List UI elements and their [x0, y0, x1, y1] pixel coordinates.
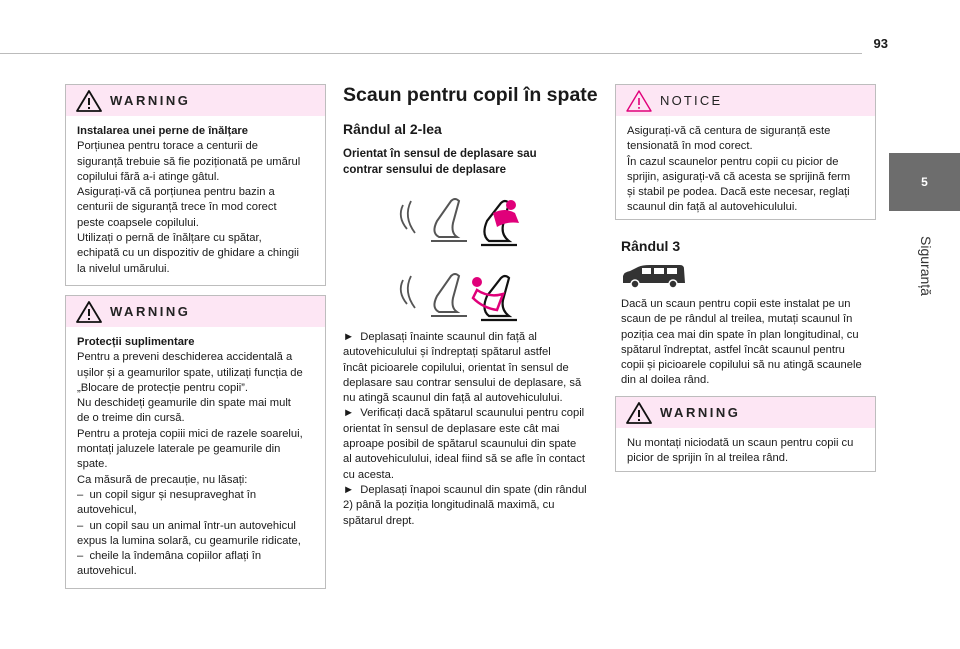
chapter-label: Siguranță [918, 236, 934, 296]
top-rule [0, 53, 862, 54]
car-silhouette-icon [620, 263, 688, 289]
notice-text: Asigurați-vă că centura de siguranță este tensionată în mod corect. În cazul scaunelor pentru copii cu picior de sprijin, asigurați-vă că acesta se sprijină ferm și stabil pe podea. Dacă este necesar, reglați scaunul din față al autovehiculului. [627, 125, 851, 214]
warning-text: Pentru a preveni deschiderea accidentală a ușilor și a geamurilor spate, utilizați funcția de „Blocare de protecție pentru copii”. Nu deschideți geamurile din spate mai mult de o treime din cursă. Pentru a proteja copiii mici de razele soarelui, montați jaluzele laterale pe geamurile din spate. Ca măsură de precauție, nu lăsați: – un copil sigur și nesupraveghat în autovehicul, – un copil sau un animal într-un autovehicul expus la lumina solară, cu geamurile ridicate, – cheile la îndemâna copiilor aflați în autovehicul. [77, 351, 303, 578]
warning-heading: Protecții suplimentare [77, 336, 195, 348]
forward-facing-seat-illustration [393, 193, 528, 251]
chapter-tab[interactable] [889, 153, 960, 211]
row3-title: Rândul 3 [621, 238, 681, 254]
warning-box-2 [65, 295, 326, 589]
notice-box [615, 84, 876, 220]
warning-box-3 [615, 396, 876, 472]
section-title: Scaun pentru copil în spate [343, 84, 598, 106]
warning-triangle-icon [76, 300, 102, 324]
warning-title: WARNING [110, 93, 191, 108]
notice-triangle-icon [626, 89, 652, 113]
row2-subtitle: Rândul al 2-lea [343, 121, 442, 137]
steps-text: ► Deplasați înainte scaunul din față al autovehiculului și îndreptați spătarul astfel încât picioarele copilului, orientat în sensul de deplasare sau contrar sensului de deplasare, să nu atingă scaunul din față al autovehiculului. ► Verificați dacă spătarul scaunului pentru copil orientat în sensul de deplasare este cât mai aproape posibil de spătarul scaunului din spate al autovehiculului, ideal fiind să se afle în contact cu acesta. ► Deplasați înapoi scaunul din spate (din rândul 2) până la poziția longitudinală maximă, cu spătarul drept. [343, 331, 587, 527]
warning-text: Nu montați niciodată un scaun pentru copii cu picior de sprijin în al treilea rând. [627, 437, 854, 465]
row3-text: Dacă un scaun pentru copii este instalat pe un scaun de pe rândul al treilea, mutați scaunul în poziția cea mai din spate în plan longitudinal, cu spătarul îndreptat, astfel încât scaunul pentru copii și picioarele copilului să nu atingă scaunele din al doilea rând. [621, 298, 862, 387]
warning-text: Porțiunea pentru torace a centurii de siguranță trebuie să fie poziționată pe umărul copilului fără a-i atinge gâtul. Asigurați-vă că porțiunea pentru bazin a centurii de siguranță trece în mod corect peste coapsele copilului. Utilizați o pernă de înălțare cu spătar, echipată cu un dispozitiv de ghidare a chingii la nivelul umărului. [77, 140, 301, 275]
warning-triangle-icon [76, 89, 102, 113]
notice-title: NOTICE [660, 93, 723, 108]
chapter-number: 5 [921, 175, 928, 189]
orientation-heading: Orientat în sensul de deplasare sau contrar sensului de deplasare [343, 148, 537, 176]
warning-box-1 [65, 84, 326, 286]
warning-title: WARNING [660, 405, 741, 420]
page-number: 93 [873, 36, 888, 51]
warning-heading: Instalarea unei perne de înălțare [77, 125, 248, 137]
warning-triangle-icon [626, 401, 652, 425]
rear-facing-seat-illustration [393, 268, 528, 326]
warning-title: WARNING [110, 304, 191, 319]
